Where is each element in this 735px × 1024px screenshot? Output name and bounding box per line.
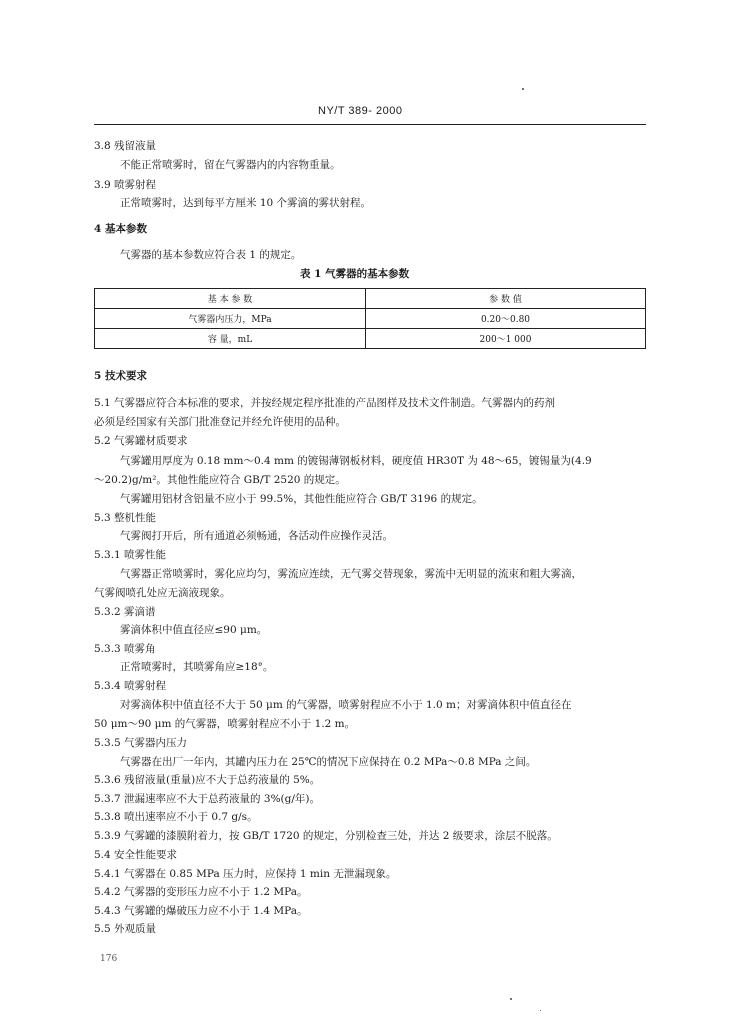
- table-cell: 200～1 000: [366, 329, 646, 349]
- line-5-3-1-a: 气雾器正常喷雾时，雾化应均匀，雾流应连续，无气雾交替现象，雾流中无明显的流束和粗大雾滴，: [120, 568, 582, 580]
- table-header-cell: 参 数 值: [366, 289, 646, 309]
- table-cell: 容 量，mL: [95, 329, 366, 349]
- line-5-3-body: 气雾阀打开后，所有通道必须畅通，各活动件应操作灵活。: [120, 530, 393, 542]
- header-rule: [94, 124, 646, 125]
- line-5-5-heading: 5.5 外观质量: [94, 923, 157, 935]
- line-5-3-1-heading: 5.3.1 喷雾性能: [94, 549, 167, 561]
- line-5-3-2-body: 雾滴体积中值直径应≤90 μm。: [120, 624, 268, 636]
- scan-speck: [522, 88, 524, 90]
- line-5-1-b: 必须是经国家有关部门批准登记并经允许使用的品种。: [94, 416, 346, 428]
- line-5-3-3-body: 正常喷雾时，其喷雾角应≥18°。: [120, 661, 274, 673]
- table-cell: 0.20～0.80: [366, 309, 646, 329]
- line-3-9-heading: 3.9 喷雾射程: [94, 179, 157, 191]
- header-standard-number: NY/T 389- 2000: [318, 105, 403, 117]
- line-5-3-heading: 5.3 整机性能: [94, 512, 157, 524]
- line-5-3-4-heading: 5.3.4 喷雾射程: [94, 680, 167, 692]
- line-5-2-heading: 5.2 气雾罐材质要求: [94, 435, 188, 447]
- table-header-row: [95, 289, 646, 309]
- line-5-3-9: 5.3.9 气雾罐的漆膜附着力，按 GB/T 1720 的规定，分别检查三处，并达 2 级要求，涂层不脱落。: [94, 830, 558, 842]
- line-5-1-a: 5.1 气雾器应符合本标准的要求，并按经规定程序批准的产品图样及技术文件制造。气雾器内的药剂: [94, 397, 556, 409]
- table-row: [95, 329, 646, 349]
- line-5-3-8: 5.3.8 喷出速率应不小于 0.7 g/s。: [94, 811, 258, 823]
- line-3-8-body: 不能正常喷雾时，留在气雾器内的内容物重量。: [120, 159, 341, 171]
- line-5-3-5-heading: 5.3.5 气雾器内压力: [94, 737, 188, 749]
- line-5-3-4-a: 对雾滴体积中值直径不大于 50 μm 的气雾器，喷雾射程应不小于 1.0 m；对雾滴体积中值直径在: [120, 699, 572, 711]
- table-row: [95, 309, 646, 329]
- line-5-2-a: 气雾罐用厚度为 0.18 mm～0.4 mm 的镀锡薄钢板材料，硬度值 HR30T 为 48～65，镀锡量为(4.9: [120, 455, 592, 467]
- section-4-body: 气雾器的基本参数应符合表 1 的规定。: [120, 249, 302, 261]
- table-caption: 表 1 气雾器的基本参数: [300, 268, 410, 280]
- line-5-4-3: 5.4.3 气雾罐的爆破压力应不小于 1.4 MPa。: [94, 905, 308, 917]
- line-5-3-3-heading: 5.3.3 喷雾角: [94, 643, 156, 655]
- table-header-cell: 基 本 参 数: [95, 289, 366, 309]
- line-5-3-4-b: 50 μm～90 μm 的气雾器，喷雾射程应不小于 1.2 m。: [94, 718, 356, 730]
- scan-speck: [540, 1010, 541, 1011]
- line-5-3-1-b: 气雾阀喷孔处应无滴液现象。: [94, 587, 231, 599]
- line-5-2-b: ～20.2)g/m²。其他性能应符合 GB/T 2520 的规定。: [94, 474, 346, 486]
- line-5-4-heading: 5.4 安全性能要求: [94, 849, 178, 861]
- table-cell: 气雾器内压力，MPa: [95, 309, 366, 329]
- line-5-4-2: 5.4.2 气雾器的变形压力应不小于 1.2 MPa。: [94, 886, 308, 898]
- line-5-3-7: 5.3.7 泄漏速率应不大于总药液量的 3%(g/年)。: [94, 793, 321, 805]
- page-number: 176: [100, 954, 118, 964]
- line-5-2-c: 气雾罐用铝材含铝量不应小于 99.5%，其他性能应符合 GB/T 3196 的规定。: [120, 493, 483, 505]
- section-5-heading: 5 技术要求: [94, 370, 147, 382]
- scan-speck: [510, 998, 512, 1000]
- line-5-4-1: 5.4.1 气雾器在 0.85 MPa 压力时，应保持 1 min 无泄漏现象。: [94, 868, 397, 880]
- line-5-3-6: 5.3.6 残留液量(重量)应不大于总药液量的 5%。: [94, 774, 321, 786]
- line-5-3-2-heading: 5.3.2 雾滴谱: [94, 606, 156, 618]
- line-3-9-body: 正常喷雾时，达到每平方厘米 10 个雾滴的雾状射程。: [120, 197, 372, 209]
- parameter-table: [94, 288, 646, 349]
- line-5-3-5-body: 气雾器在出厂一年内，其罐内压力在 25℃的情况下应保持在 0.2 MPa～0.8 MPa 之间。: [120, 756, 537, 768]
- section-4-heading: 4 基本参数: [94, 223, 147, 235]
- line-3-8-heading: 3.8 残留液量: [94, 140, 157, 152]
